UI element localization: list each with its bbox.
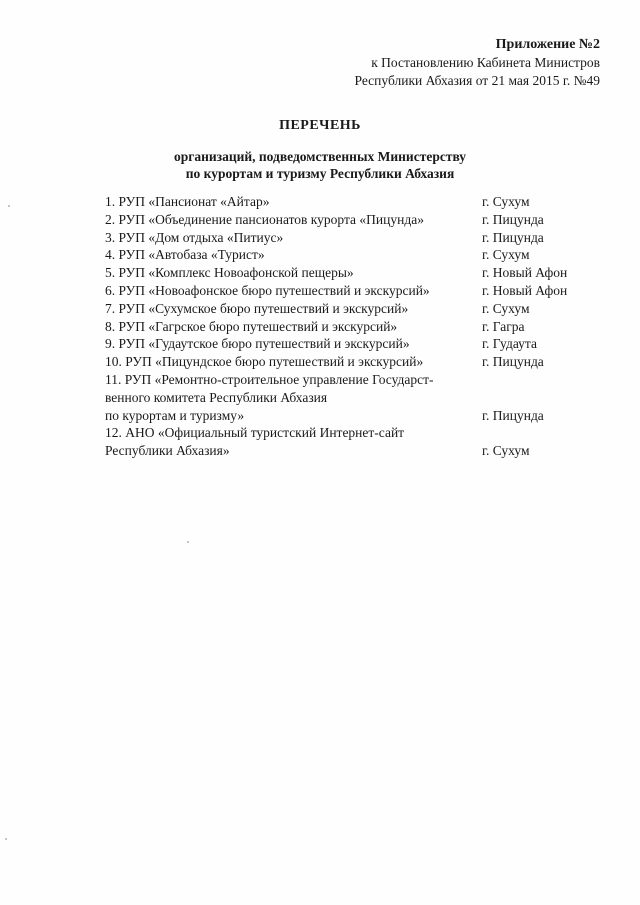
organization-city: г. Сухум [482,300,530,316]
organization-name-line: 12. АНО «Официальный туристский Интернет-сайт [105,425,405,441]
list-item [105,193,575,211]
list-item [105,229,575,247]
organization-name-line: 8. РУП «Гагрское бюро путешествий и экскурсий» [105,318,398,334]
appendix-line-2: Республики Абхазия от 21 мая 2015 г. №49 [354,73,600,88]
organization-name-line: 6. РУП «Новоафонское бюро путешествий и экскурсий» [105,282,430,298]
organization-city: г. Гагра [482,318,525,334]
scan-speck [5,838,7,840]
organization-city: г. Новый Афон [482,282,568,298]
organization-name-line: Республики Абхазия» [105,443,230,459]
organization-name-line: 11. РУП «Ремонтно-строительное управление Государст- [105,371,434,387]
subtitle-line-1: организаций, подведомственных Министерству [173,149,467,164]
organization-city: г. Пицунда [482,211,544,227]
organization-city: г. Пицунда [482,407,544,423]
organization-city: г. Пицунда [482,229,544,245]
organization-list [105,193,575,460]
organization-city: г. Сухум [482,247,530,263]
organization-city: г. Пицунда [482,354,544,370]
organization-name-line: 1. РУП «Пансионат «Айтар» [105,194,270,209]
scan-speck [187,541,189,543]
appendix-line-1: к Постановлению Кабинета Министров [371,55,600,70]
list-item [105,424,575,460]
list-item [105,371,575,424]
organization-name-line: по курортам и туризму» [105,407,245,423]
subtitle-line-2: по курортам и туризму Республики Абхазия [185,166,455,181]
appendix-header [355,36,601,90]
list-item [105,246,575,264]
list-item [105,282,575,300]
organization-name-line: 7. РУП «Сухумское бюро путешествий и экскурсий» [105,300,409,316]
appendix-title: Приложение №2 [495,37,600,52]
organization-city: г. Сухум [482,194,530,209]
list-item [105,300,575,318]
organization-name-line: венного комитета Республики Абхазия [105,389,328,405]
organization-name-line: 10. РУП «Пицундское бюро путешествий и экскурсий» [105,354,424,370]
organization-city: г. Сухум [482,443,530,459]
document-title: ПЕРЕЧЕНЬ [279,118,361,133]
organization-name-line: 2. РУП «Объединение пансионатов курорта «Пицунда» [105,211,424,227]
list-item [105,264,575,282]
list-item [105,335,575,353]
organization-name-line: 5. РУП «Комплекс Новоафонской пещеры» [105,265,354,281]
list-item [105,353,575,371]
list-item [105,211,575,229]
organization-city: г. Гудаута [482,336,537,352]
document-subtitle [0,148,640,182]
organization-name-line: 9. РУП «Гудаутское бюро путешествий и экскурсий» [105,336,410,352]
organization-name-line: 3. РУП «Дом отдыха «Питиус» [105,229,284,245]
scan-speck [8,205,10,207]
organization-city: г. Новый Афон [482,265,568,281]
list-item [105,318,575,336]
organization-name-line: 4. РУП «Автобаза «Турист» [105,247,265,263]
